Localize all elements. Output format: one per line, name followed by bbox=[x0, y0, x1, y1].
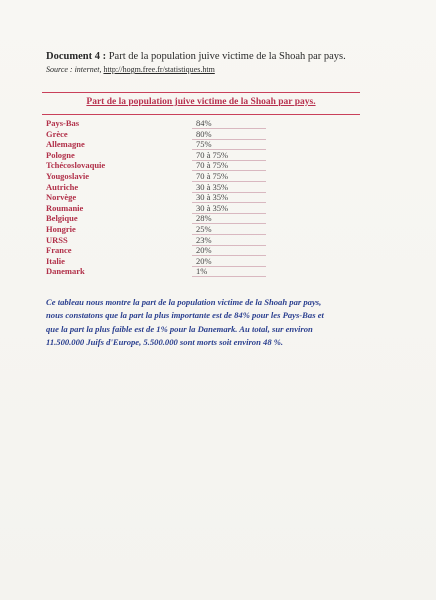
country-cell: Pays-Bas bbox=[46, 118, 80, 128]
table-title: Part de la population juive victime de la Shoah par pays. bbox=[86, 97, 316, 107]
table-row bbox=[46, 235, 358, 246]
caption-line: 11.500.000 Juifs d'Europe, 5.500.000 sont morts soit environ 48 %. bbox=[46, 337, 284, 348]
percentage-cell: 30 à 35% bbox=[196, 181, 229, 192]
source-label: Source : internet, bbox=[46, 65, 102, 74]
country-cell: Allemagne bbox=[46, 139, 85, 150]
percentage-cell: 25% bbox=[196, 223, 212, 234]
country-cell: Belgique bbox=[46, 213, 78, 224]
percentage-cell: 70 à 75% bbox=[196, 160, 229, 171]
document-source bbox=[46, 65, 215, 75]
caption-line: que la part la plus faible est de 1% pour la Danemark. Au total, sur environ bbox=[46, 323, 313, 334]
caption-line: nous constatons que la part la plus importante est de 84% pour les Pays-Bas et bbox=[46, 310, 324, 321]
table-header-rule bbox=[42, 114, 360, 115]
source-link[interactable]: http://hogm.free.fr/statistiques.htm bbox=[103, 65, 215, 74]
table-row bbox=[46, 129, 358, 140]
percentage-cell: 70 à 75% bbox=[196, 170, 229, 181]
document-title: Part de la population juive victime de la Shoah par pays. bbox=[108, 51, 346, 62]
table-row bbox=[46, 213, 358, 224]
document-heading bbox=[46, 51, 416, 63]
country-cell: URSS bbox=[46, 234, 68, 245]
country-cell: France bbox=[46, 245, 72, 256]
country-cell: Tchécoslovaquie bbox=[46, 160, 106, 171]
percentage-cell: 20% bbox=[196, 245, 212, 256]
country-cell: Yougoslavie bbox=[46, 170, 89, 181]
caption-line: Ce tableau nous montre la part de la population victime de la Shoah par pays, bbox=[46, 297, 322, 307]
table-row bbox=[46, 171, 358, 182]
table-row bbox=[46, 266, 358, 277]
table-row bbox=[46, 139, 358, 150]
table-row bbox=[46, 182, 358, 193]
country-cell: Pologne bbox=[46, 149, 75, 160]
country-cell: Grèce bbox=[46, 128, 68, 139]
country-cell: Italie bbox=[46, 255, 65, 266]
percentage-cell: 1% bbox=[196, 266, 208, 277]
table-row bbox=[46, 245, 358, 256]
percentage-cell: 28% bbox=[196, 213, 212, 224]
table-row bbox=[46, 150, 358, 161]
cell-underline bbox=[192, 276, 266, 277]
table-row bbox=[46, 203, 358, 214]
percentage-cell: 23% bbox=[196, 234, 212, 245]
percentage-cell: 70 à 75% bbox=[196, 149, 229, 160]
country-cell: Autriche bbox=[46, 181, 79, 192]
caption-paragraph bbox=[46, 296, 391, 350]
percentage-cell: 20% bbox=[196, 255, 212, 266]
percentage-cell: 30 à 35% bbox=[196, 192, 229, 203]
table-row bbox=[46, 160, 358, 171]
table-row bbox=[46, 192, 358, 203]
document-label: Document 4 : bbox=[46, 51, 107, 62]
table-rows bbox=[46, 118, 358, 277]
percentage-cell: 84% bbox=[196, 118, 212, 128]
percentage-cell: 30 à 35% bbox=[196, 202, 229, 213]
country-cell: Danemark bbox=[46, 266, 85, 277]
table-top-rule bbox=[42, 92, 360, 93]
country-cell: Norvège bbox=[46, 192, 77, 203]
table-row bbox=[46, 118, 358, 129]
statistics-table bbox=[42, 92, 360, 288]
percentage-cell: 75% bbox=[196, 139, 212, 150]
table-row bbox=[46, 224, 358, 235]
country-cell: Roumanie bbox=[46, 202, 84, 213]
table-row bbox=[46, 256, 358, 267]
percentage-cell: 80% bbox=[196, 128, 212, 139]
country-cell: Hongrie bbox=[46, 223, 76, 234]
